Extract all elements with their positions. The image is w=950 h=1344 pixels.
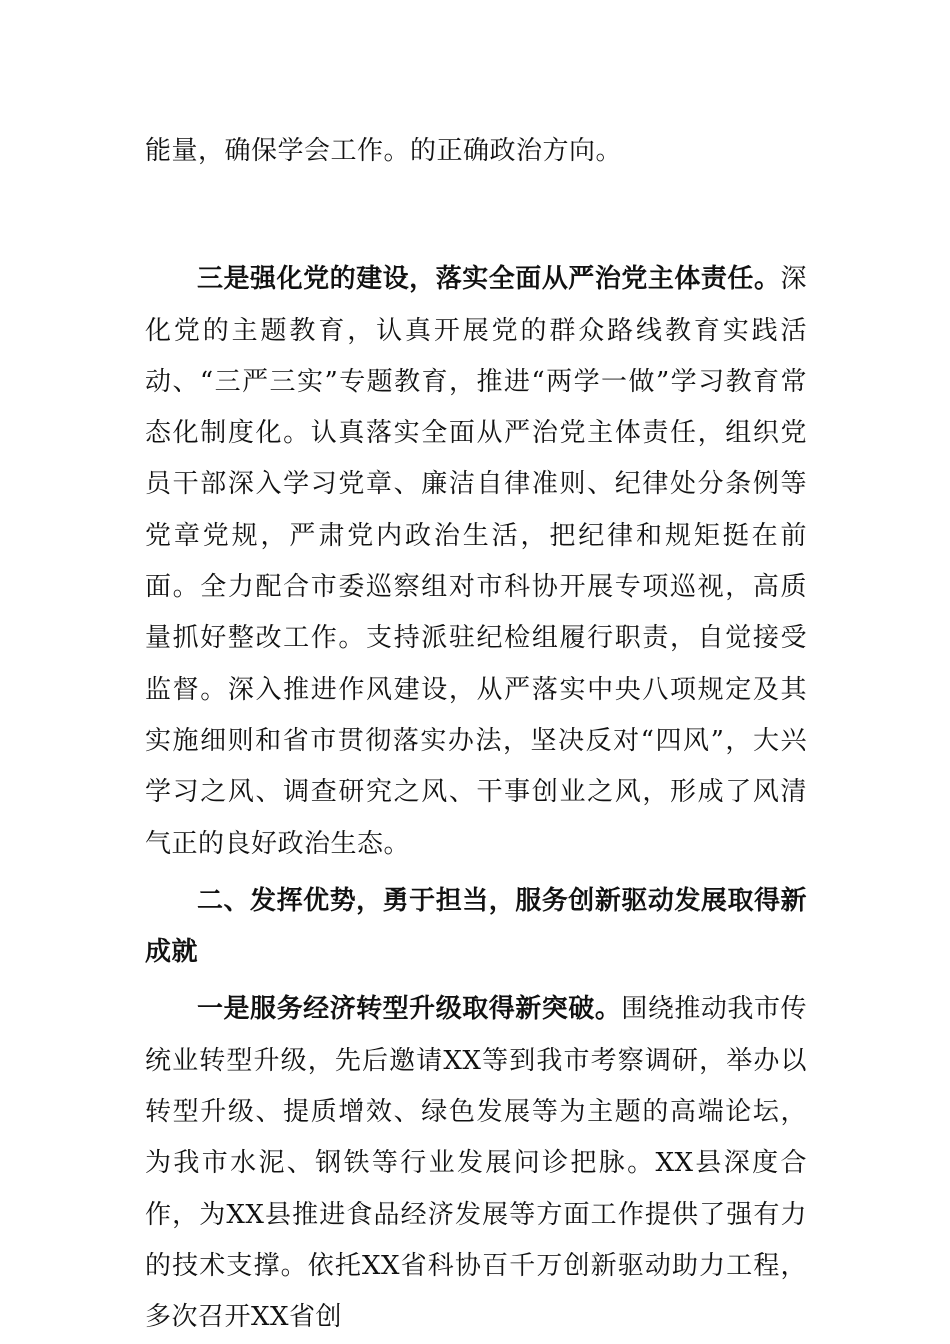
document-page xyxy=(145,126,807,1344)
section-heading-two: 二、发挥优势，勇于担当，服务创新驱动发展取得新成就 xyxy=(145,885,807,968)
section-party-building-paragraph xyxy=(145,254,807,870)
section-economic-transformation-paragraph xyxy=(145,984,807,1343)
section-economic-transformation-body: 围绕推动我市传统业转型升级，先后邀请XX等到我市考察调研，举办以转型升级、提质增效、绿色发展等为主题的高端论坛，为我市水泥、钢铁等行业发展问诊把脉。XX县深度合作，为XX县推进食品经济发展等方面工作提供了强有力的技术支撑。依托XX省科协百千万创新驱动助力工程，多次召开XX省创 xyxy=(145,994,807,1333)
section-party-building-body: 深化党的主题教育，认真开展党的群众路线教育实践活动、“三严三实”专题教育，推进“两学一做”学习教育常态化制度化。认真落实全面从严治党主体责任，组织党员干部深入学习党章、廉洁自律准则、纪律处分条例等党章党规，严肃党内政治生活，把纪律和规矩挺在前面。全力配合市委巡察组对市科协开展专项巡视，高质量抓好整改工作。支持派驻纪检组履行职责，自觉接受监督。深入推进作风建设，从严落实中央八项规定及其实施细则和省市贯彻落实办法，坚决反对“四风”，大兴学习之风、调查研究之风、干事创业之风，形成了风清气正的良好政治生态。 xyxy=(145,264,807,859)
section-economic-transformation-lead: 一是服务经济转型升级取得新突破。 xyxy=(197,994,622,1025)
section-party-building-lead: 三是强化党的建设，落实全面从严治党主体责任。 xyxy=(197,264,781,295)
continuation-paragraph: 能量，确保学会工作。的正确政治方向。 xyxy=(145,136,623,166)
